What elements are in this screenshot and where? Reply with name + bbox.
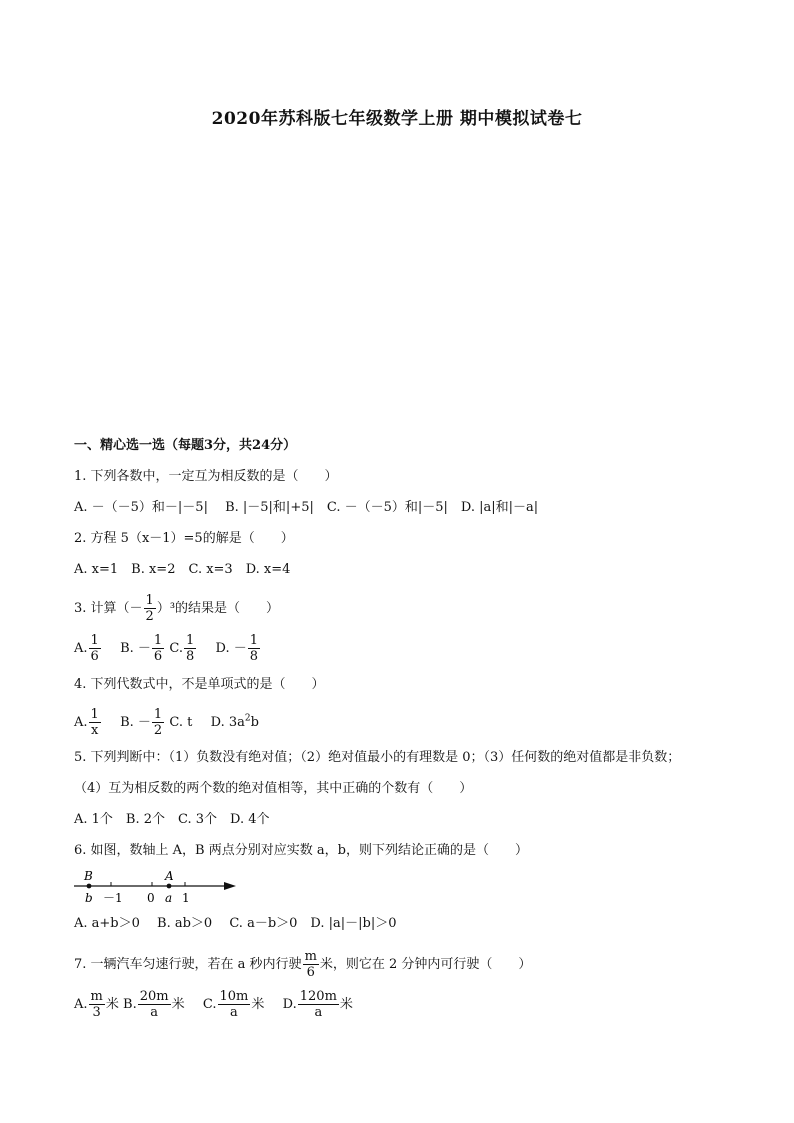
q3-frac-num: 1 [145,593,154,608]
question-2-stem: 2. 方程 5（x－1）=5的解是（ ） [74,531,294,546]
q7-frac-den: 6 [306,965,315,980]
q3-option-d-num: 1 [249,633,259,648]
q3-option-c-num: 1 [185,633,195,648]
q7-option-d-den: a [314,1005,323,1020]
question-4-options [74,708,259,737]
q3-option-c-label: C. [169,641,183,656]
label-value-a: a [165,891,173,905]
q3-option-d-label: D. － [215,641,247,656]
section-heading: 一、精心选一选（每题3分，共24分） [74,438,297,453]
tick-label-neg1: －1 [103,891,123,905]
q3-option-b-fraction [152,634,164,663]
q7-option-b-fraction [138,990,171,1019]
q7-option-d-fraction [298,990,339,1019]
q4-option-a-num: 1 [90,707,99,722]
q7-option-b-den: a [150,1005,159,1020]
q7-option-a-den: 3 [92,1005,101,1020]
q4-option-a-label: A. [74,715,88,730]
q4-option-d-pre: D. 3a [210,715,245,730]
q4-option-a-den: x [91,723,99,738]
question-3-options [74,634,261,663]
q4-option-b-label: B. － [120,715,151,730]
q3-option-a-num: 1 [90,633,99,648]
q3-option-a-den: 6 [90,649,99,664]
q3-option-a-fraction [89,634,101,663]
q7-option-a-fraction [89,990,105,1019]
question-1-stem: 1. 下列各数中，一定互为相反数的是（ ） [74,469,338,484]
q3-prefix: 3. 计算（－ [74,601,143,616]
q3-option-c-fraction [184,634,196,663]
q7-frac-num: m [304,949,317,964]
question-5-line-1: 5. 下列判断中：（1）负数没有绝对值；（2）绝对值最小的有理数是 0；（3）任何数的绝对值都是非负数； [74,750,681,765]
question-7-stem [74,950,531,979]
question-7-options [74,990,353,1019]
question-6-stem: 6. 如图，数轴上 A，B 两点分别对应实数 a，b，则下列结论正确的是（ ） [74,843,528,858]
tick-label-one: 1 [182,891,190,905]
label-value-b: b [85,891,93,905]
q3-option-d-den: 8 [249,649,259,664]
q7-option-d-num: 120m [299,989,337,1004]
page-title: 2020年苏科版七年级数学上册 期中模拟试卷七 [211,109,583,129]
question-3-stem [74,594,279,623]
question-1-options: A. －（－5）和－|－5| B. |－5|和|+5| C. －（－5）和|－5| D. |a|和|－a| [74,500,539,515]
q4-option-b-num: 1 [153,707,163,722]
q4-option-a-fraction [89,708,101,737]
q7-prefix: 7. 一辆汽车匀速行驶，若在 a 秒内行驶 [74,957,302,972]
q4-option-d-exponent: 2 [244,713,251,724]
q7-option-a-unit: 米 [105,997,119,1012]
number-line-arrow [224,882,236,890]
q4-option-d [211,715,259,730]
q3-fraction [144,594,156,623]
q7-option-a-label: A. [74,997,88,1012]
q7-fraction [303,950,319,979]
q7-option-b-num: 20m [139,989,169,1004]
point-b [87,884,92,889]
q7-option-d-label: D. [282,997,297,1012]
q7-option-d-unit: 米 [339,997,353,1012]
point-a [167,884,172,889]
q3-option-c-den: 8 [185,649,195,664]
question-4-stem: 4. 下列代数式中，不是单项式的是（ ） [74,677,325,692]
question-6-options: A. a+b＞0 B. ab＞0 C. a－b＞0 D. |a|－|b|＞0 [74,916,397,931]
tick-label-zero: 0 [147,891,155,905]
q7-option-c-num: 10m [219,989,249,1004]
q4-option-c: C. t [169,715,193,730]
question-5-options: A. 1个 B. 2个 C. 3个 D. 4个 [74,812,270,827]
q7-option-c-den: a [230,1005,238,1020]
question-2-options: A. x=1 B. x=2 C. x=3 D. x=4 [74,562,291,577]
q3-option-b-den: 6 [153,649,163,664]
q7-option-c-fraction [218,990,251,1019]
q3-option-b-label: B. － [120,641,151,656]
question-5-line-2: （4）互为相反数的两个数的绝对值相等，其中正确的个数有（ ） [74,781,473,796]
q3-frac-den: 2 [145,609,154,624]
q4-option-b-fraction [152,708,164,737]
q3-option-d-fraction [248,634,260,663]
q7-option-b-unit: 米 [171,997,185,1012]
q3-option-b-num: 1 [153,633,163,648]
number-line-figure [70,866,240,906]
q7-option-c-label: C. [202,997,217,1012]
q3-option-a-label: A. [74,641,88,656]
q7-option-b-label: B. [123,997,137,1012]
q4-option-d-post: b [250,715,259,730]
q4-option-b-den: 2 [153,723,163,738]
q7-option-a-num: m [90,989,103,1004]
q7-option-c-unit: 米 [251,997,265,1012]
label-point-a: A [165,869,174,883]
q7-suffix: 米，则它在 2 分钟内可行驶（ ） [319,957,532,972]
label-point-b: B [84,869,93,883]
q3-suffix: ）³的结果是（ ） [156,601,280,616]
